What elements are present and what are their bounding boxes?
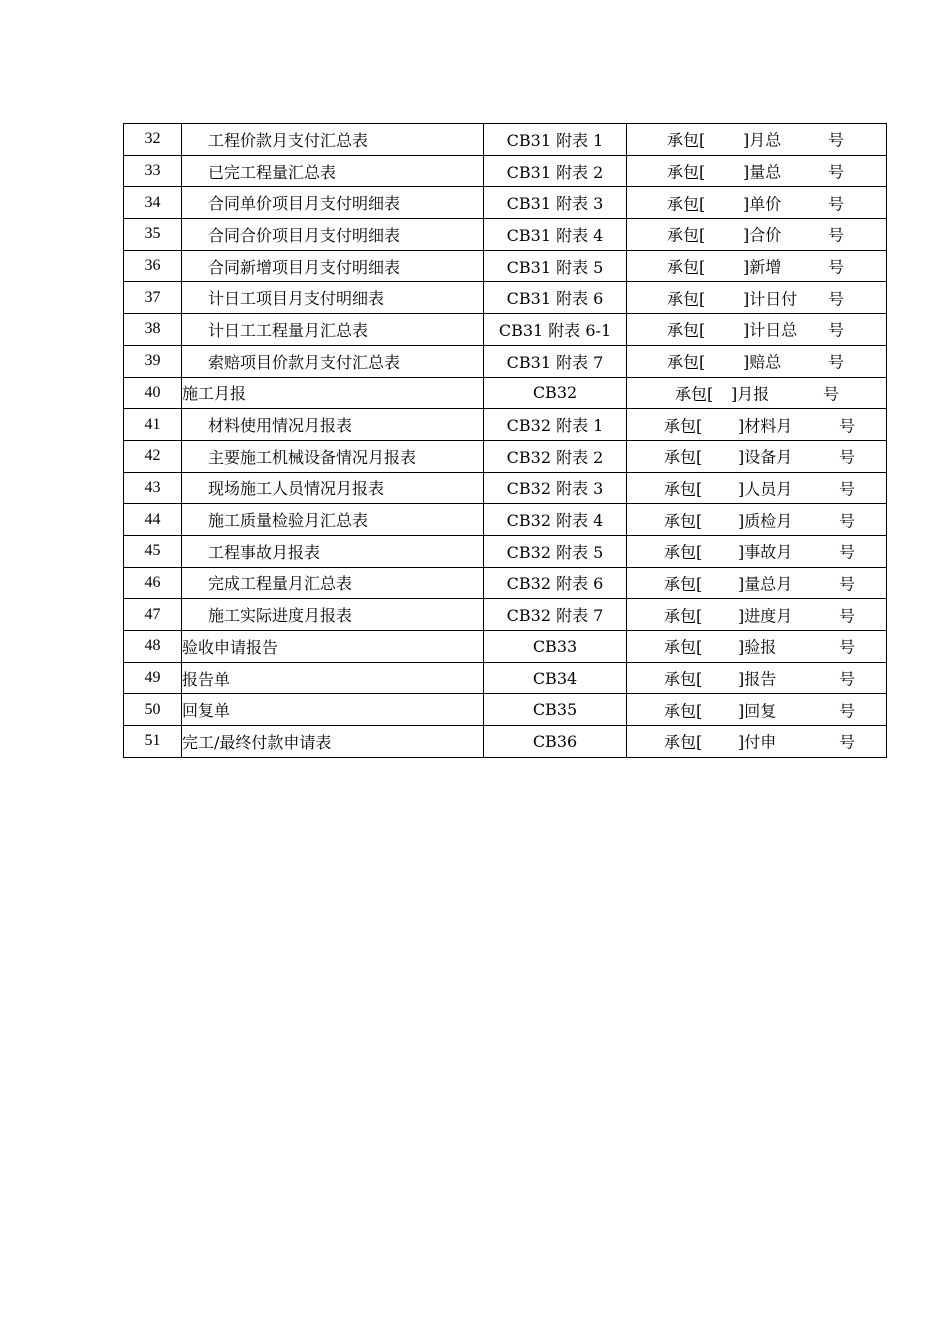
reference-category: ]质检月 bbox=[738, 511, 793, 531]
reference-category: ]量总 bbox=[743, 162, 782, 182]
reference-prefix: 承包[ bbox=[667, 257, 706, 277]
reference-category: ]验报 bbox=[738, 637, 777, 657]
form-name: 主要施工机械设备情况月报表 bbox=[182, 440, 484, 472]
reference-number bbox=[627, 124, 887, 156]
reference-prefix: 承包[ bbox=[664, 511, 703, 531]
reference-number bbox=[627, 314, 887, 346]
row-number: 45 bbox=[124, 535, 182, 567]
reference-prefix: 承包[ bbox=[664, 606, 703, 626]
reference-suffix: 号 bbox=[828, 352, 845, 372]
reference-prefix: 承包[ bbox=[664, 574, 703, 594]
form-name: 施工月报 bbox=[182, 377, 484, 409]
form-name: 计日工项目月支付明细表 bbox=[182, 282, 484, 314]
form-name: 完工/最终付款申请表 bbox=[182, 726, 484, 758]
reference-suffix: 号 bbox=[839, 416, 856, 436]
form-name: 合同新增项目月支付明细表 bbox=[182, 250, 484, 282]
table-row bbox=[124, 726, 887, 758]
table-body bbox=[124, 124, 887, 758]
form-name: 工程价款月支付汇总表 bbox=[182, 124, 484, 156]
form-code: CB31 附表 4 bbox=[484, 219, 627, 251]
reference-suffix: 号 bbox=[839, 447, 856, 467]
reference-number bbox=[627, 535, 887, 567]
form-name: 材料使用情况月报表 bbox=[182, 409, 484, 441]
reference-category: ]事故月 bbox=[738, 542, 793, 562]
row-number: 40 bbox=[124, 377, 182, 409]
reference-number bbox=[627, 472, 887, 504]
form-code: CB31 附表 6-1 bbox=[484, 314, 627, 346]
form-code: CB31 附表 1 bbox=[484, 124, 627, 156]
reference-prefix: 承包[ bbox=[664, 669, 703, 689]
reference-category: ]计日付 bbox=[743, 289, 798, 309]
reference-prefix: 承包[ bbox=[664, 701, 703, 721]
form-code: CB32 附表 6 bbox=[484, 567, 627, 599]
form-code: CB31 附表 2 bbox=[484, 155, 627, 187]
form-name: 已完工程量汇总表 bbox=[182, 155, 484, 187]
table-row bbox=[124, 535, 887, 567]
table-row bbox=[124, 599, 887, 631]
reference-prefix: 承包[ bbox=[675, 384, 714, 404]
table-row bbox=[124, 219, 887, 251]
reference-number bbox=[627, 187, 887, 219]
form-name: 合同合价项目月支付明细表 bbox=[182, 219, 484, 251]
row-number: 33 bbox=[124, 155, 182, 187]
table-row bbox=[124, 124, 887, 156]
reference-number bbox=[627, 345, 887, 377]
reference-category: ]人员月 bbox=[738, 479, 793, 499]
form-code: CB32 附表 7 bbox=[484, 599, 627, 631]
table-row bbox=[124, 282, 887, 314]
table-row bbox=[124, 694, 887, 726]
table-row bbox=[124, 155, 887, 187]
row-number: 42 bbox=[124, 440, 182, 472]
row-number: 34 bbox=[124, 187, 182, 219]
form-code: CB36 bbox=[484, 726, 627, 758]
reference-prefix: 承包[ bbox=[664, 637, 703, 657]
form-name: 索赔项目价款月支付汇总表 bbox=[182, 345, 484, 377]
table-row bbox=[124, 377, 887, 409]
form-name: 计日工工程量月汇总表 bbox=[182, 314, 484, 346]
reference-prefix: 承包[ bbox=[667, 320, 706, 340]
table-row bbox=[124, 662, 887, 694]
reference-category: ]月总 bbox=[743, 130, 782, 150]
reference-number bbox=[627, 567, 887, 599]
reference-number bbox=[627, 155, 887, 187]
reference-prefix: 承包[ bbox=[667, 289, 706, 309]
row-number: 48 bbox=[124, 631, 182, 663]
form-name: 工程事故月报表 bbox=[182, 535, 484, 567]
form-code: CB31 附表 7 bbox=[484, 345, 627, 377]
reference-suffix: 号 bbox=[839, 606, 856, 626]
row-number: 44 bbox=[124, 504, 182, 536]
row-number: 43 bbox=[124, 472, 182, 504]
reference-suffix: 号 bbox=[839, 542, 856, 562]
reference-number bbox=[627, 694, 887, 726]
reference-category: ]赔总 bbox=[743, 352, 782, 372]
reference-number bbox=[627, 409, 887, 441]
row-number: 46 bbox=[124, 567, 182, 599]
form-code: CB32 bbox=[484, 377, 627, 409]
row-number: 39 bbox=[124, 345, 182, 377]
row-number: 37 bbox=[124, 282, 182, 314]
form-name: 现场施工人员情况月报表 bbox=[182, 472, 484, 504]
reference-suffix: 号 bbox=[828, 257, 845, 277]
reference-suffix: 号 bbox=[839, 511, 856, 531]
reference-number bbox=[627, 631, 887, 663]
form-name: 完成工程量月汇总表 bbox=[182, 567, 484, 599]
reference-suffix: 号 bbox=[828, 194, 845, 214]
reference-category: ]计日总 bbox=[743, 320, 798, 340]
table-row bbox=[124, 567, 887, 599]
form-name: 合同单价项目月支付明细表 bbox=[182, 187, 484, 219]
table-row bbox=[124, 250, 887, 282]
reference-suffix: 号 bbox=[839, 479, 856, 499]
form-name: 施工实际进度月报表 bbox=[182, 599, 484, 631]
reference-category: ]量总月 bbox=[738, 574, 793, 594]
table-row bbox=[124, 314, 887, 346]
reference-category: ]回复 bbox=[738, 701, 777, 721]
reference-number bbox=[627, 377, 887, 409]
reference-suffix: 号 bbox=[828, 162, 845, 182]
form-code: CB35 bbox=[484, 694, 627, 726]
reference-number bbox=[627, 282, 887, 314]
table-row bbox=[124, 504, 887, 536]
reference-suffix: 号 bbox=[828, 225, 845, 245]
reference-suffix: 号 bbox=[839, 574, 856, 594]
reference-category: ]合价 bbox=[743, 225, 782, 245]
table-row bbox=[124, 440, 887, 472]
form-code: CB33 bbox=[484, 631, 627, 663]
table-row bbox=[124, 345, 887, 377]
form-code: CB31 附表 6 bbox=[484, 282, 627, 314]
reference-suffix: 号 bbox=[828, 320, 845, 340]
row-number: 50 bbox=[124, 694, 182, 726]
reference-suffix: 号 bbox=[828, 289, 845, 309]
reference-prefix: 承包[ bbox=[667, 130, 706, 150]
form-code: CB32 附表 2 bbox=[484, 440, 627, 472]
reference-category: ]报告 bbox=[738, 669, 777, 689]
reference-suffix: 号 bbox=[839, 669, 856, 689]
reference-number bbox=[627, 219, 887, 251]
reference-number bbox=[627, 504, 887, 536]
reference-suffix: 号 bbox=[823, 384, 840, 404]
reference-category: ]月报 bbox=[731, 384, 770, 404]
reference-prefix: 承包[ bbox=[667, 352, 706, 372]
reference-category: ]材料月 bbox=[738, 416, 793, 436]
table-row bbox=[124, 472, 887, 504]
form-name: 施工质量检验月汇总表 bbox=[182, 504, 484, 536]
row-number: 38 bbox=[124, 314, 182, 346]
form-code: CB32 附表 1 bbox=[484, 409, 627, 441]
table-row bbox=[124, 187, 887, 219]
form-code: CB32 附表 3 bbox=[484, 472, 627, 504]
form-name: 报告单 bbox=[182, 662, 484, 694]
form-code: CB34 bbox=[484, 662, 627, 694]
row-number: 49 bbox=[124, 662, 182, 694]
form-name: 回复单 bbox=[182, 694, 484, 726]
row-number: 32 bbox=[124, 124, 182, 156]
reference-category: ]单价 bbox=[743, 194, 782, 214]
reference-prefix: 承包[ bbox=[664, 447, 703, 467]
form-name: 验收申请报告 bbox=[182, 631, 484, 663]
row-number: 36 bbox=[124, 250, 182, 282]
reference-number bbox=[627, 599, 887, 631]
reference-category: ]付申 bbox=[738, 732, 777, 752]
reference-prefix: 承包[ bbox=[667, 194, 706, 214]
reference-number bbox=[627, 726, 887, 758]
form-code: CB31 附表 5 bbox=[484, 250, 627, 282]
reference-prefix: 承包[ bbox=[664, 542, 703, 562]
reference-category: ]设备月 bbox=[738, 447, 793, 467]
form-code: CB32 附表 4 bbox=[484, 504, 627, 536]
reference-suffix: 号 bbox=[828, 130, 845, 150]
reference-prefix: 承包[ bbox=[667, 225, 706, 245]
table-row bbox=[124, 409, 887, 441]
reference-prefix: 承包[ bbox=[664, 732, 703, 752]
reference-prefix: 承包[ bbox=[667, 162, 706, 182]
reference-number bbox=[627, 440, 887, 472]
reference-category: ]进度月 bbox=[738, 606, 793, 626]
row-number: 35 bbox=[124, 219, 182, 251]
reference-number bbox=[627, 662, 887, 694]
row-number: 47 bbox=[124, 599, 182, 631]
reference-category: ]新增 bbox=[743, 257, 782, 277]
reference-number bbox=[627, 250, 887, 282]
reference-prefix: 承包[ bbox=[664, 416, 703, 436]
reference-prefix: 承包[ bbox=[664, 479, 703, 499]
reference-suffix: 号 bbox=[839, 701, 856, 721]
reference-suffix: 号 bbox=[839, 637, 856, 657]
reference-suffix: 号 bbox=[839, 732, 856, 752]
forms-index-table bbox=[123, 123, 887, 758]
table-row bbox=[124, 631, 887, 663]
form-code: CB32 附表 5 bbox=[484, 535, 627, 567]
row-number: 41 bbox=[124, 409, 182, 441]
row-number: 51 bbox=[124, 726, 182, 758]
form-code: CB31 附表 3 bbox=[484, 187, 627, 219]
